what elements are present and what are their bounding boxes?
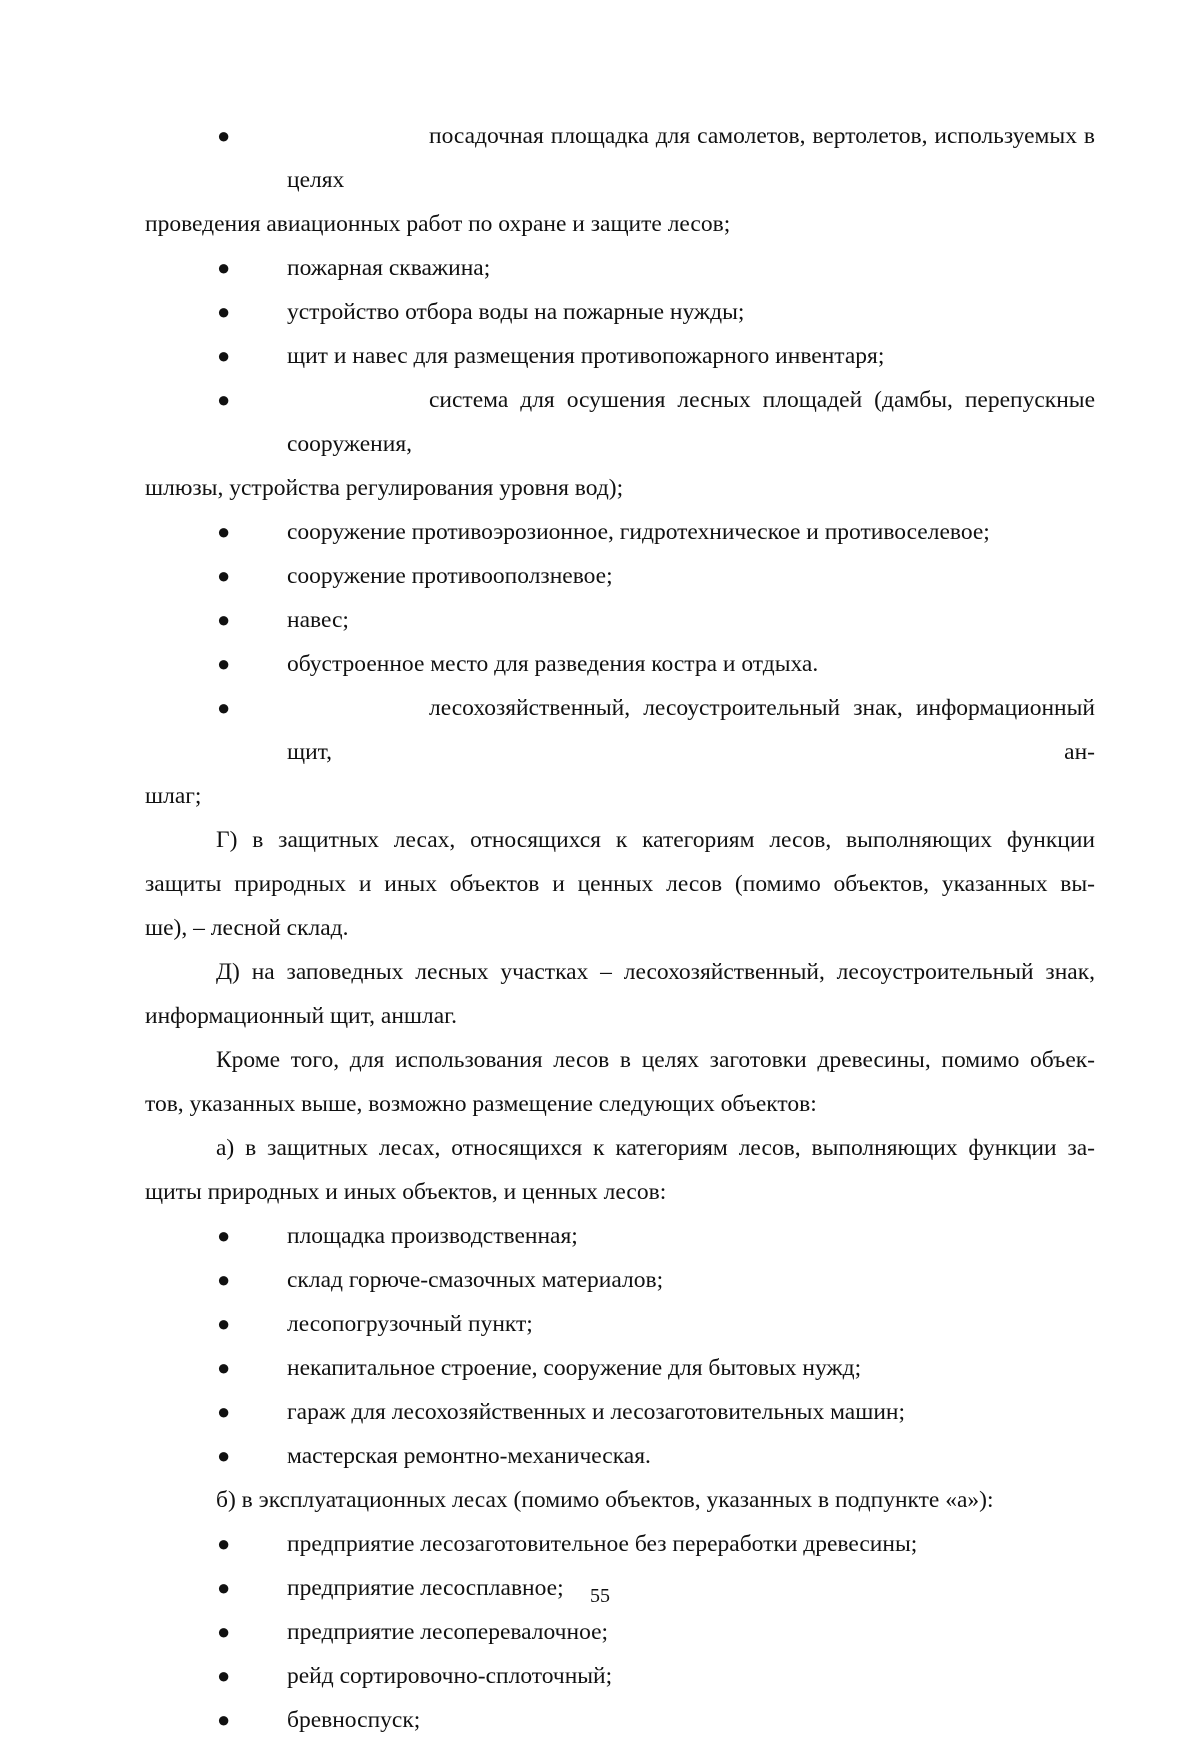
text-line: площадка производственная; [287,1223,578,1249]
bullet-item [145,1654,1095,1698]
text-line: проведения авиационных работ по охране и защите лесов; [145,211,731,237]
text-line: защиты природных и иных объектов и ценных лесов (помимо объектов, указанных вы- [145,871,1095,897]
text-line: информационный щит, аншлаг. [145,1003,458,1029]
bullet-text [145,1698,1095,1742]
text-line: рейд сортировочно-сплоточный; [287,1663,613,1689]
bullet-item [145,1214,1095,1258]
bullet-text [145,1214,1095,1258]
text-line: лесопогрузочный пункт; [287,1311,533,1337]
bullet-text [145,290,1095,334]
paragraph-text [145,1478,1095,1522]
text-line: предприятие лесоперевалочное; [287,1619,609,1645]
text-line: обустроенное место для разведения костра и отдыха. [287,651,819,677]
bullet-item [145,1258,1095,1302]
bullet-icon: ● [217,1707,231,1732]
paragraph [145,1038,1095,1126]
bullet-text [145,1434,1095,1478]
bullet-item [145,290,1095,334]
bullet-item [145,642,1095,686]
text-line: а) в защитных лесах, относящихся к категориям лесов, выполняющих функции за- [216,1135,1095,1161]
text-line: бревноспуск; [287,1707,421,1733]
bullet-text [145,1258,1095,1302]
bullet-icon: ● [217,519,231,544]
bullet-item [145,1434,1095,1478]
paragraph-text [145,1038,1095,1126]
bullet-icon: ● [217,1311,231,1336]
text-line: шлаг; [145,783,202,809]
text-line: б) в эксплуатационных лесах (помимо объектов, указанных в подпункте «а»): [216,1487,994,1513]
bullet-item [145,1302,1095,1346]
text-line: система для осушения лесных площадей (дамбы, перепускные сооружения, [287,387,1095,457]
bullet-text [145,598,1095,642]
bullet-icon: ● [217,1619,231,1644]
bullet-icon: ● [217,299,231,324]
text-line: Д) на заповедных лесных участках – лесохозяйственный, лесоустроительный знак, [216,959,1095,985]
text-line: гараж для лесохозяйственных и лесозаготовительных машин; [287,1399,906,1425]
text-line: шлюзы, устройства регулирования уровня вод); [145,475,624,501]
bullet-text [145,1302,1095,1346]
bullet-icon: ● [217,607,231,632]
paragraph [145,1478,1095,1522]
text-line: устройство отбора воды на пожарные нужды; [287,299,745,325]
text-line: ше), – лесной склад. [145,915,349,941]
bullet-icon: ● [217,1267,231,1292]
page-number: 55 [590,1585,610,1607]
bullet-icon: ● [217,1223,231,1248]
bullet-text [145,1390,1095,1434]
bullet-text [145,1654,1095,1698]
text-line: щиты природных и иных объектов, и ценных лесов: [145,1179,667,1205]
bullet-text [145,246,1095,290]
bullet-icon: ● [217,1355,231,1380]
text-line: навес; [287,607,349,633]
text-line: Кроме того, для использования лесов в целях заготовки древесины, помимо объек- [216,1047,1095,1073]
bullet-icon: ● [217,563,231,588]
bullet-icon: ● [217,387,231,412]
paragraph-text [145,950,1095,1038]
text-line: предприятие лесосплавное; [287,1575,564,1601]
bullet-item [145,1346,1095,1390]
bullet-icon: ● [217,1443,231,1468]
bullet-text [145,1522,1095,1566]
bullet-text [145,686,1095,818]
bullet-item [145,554,1095,598]
bullet-icon: ● [217,1531,231,1556]
text-line: склад горюче-смазочных материалов; [287,1267,664,1293]
bullet-text [145,1346,1095,1390]
paragraph-text [145,818,1095,950]
bullet-icon: ● [217,1575,231,1600]
bullet-text [145,378,1095,510]
text-line: предприятие лесозаготовительное без переработки древесины; [287,1531,918,1557]
page-body [145,114,1095,1742]
text-line: посадочная площадка для самолетов, вертолетов, используемых в целях [287,123,1095,193]
bullet-item [145,1610,1095,1654]
bullet-icon: ● [217,255,231,280]
bullet-item [145,686,1095,818]
text-line: пожарная скважина; [287,255,491,281]
bullet-text [145,1610,1095,1654]
text-line: сооружение противоэрозионное, гидротехническое и противоселевое; [287,519,990,545]
bullet-text [145,510,1095,554]
text-line: щит и навес для размещения противопожарного инвентаря; [287,343,885,369]
paragraph [145,1126,1095,1214]
bullet-icon: ● [217,1663,231,1688]
bullet-item [145,378,1095,510]
bullet-text [145,114,1095,246]
bullet-icon: ● [217,343,231,368]
bullet-icon: ● [217,123,231,148]
text-line: тов, указанных выше, возможно размещение следующих объектов: [145,1091,817,1117]
bullet-text [145,642,1095,686]
bullet-item [145,510,1095,554]
text-line: сооружение противооползневое; [287,563,613,589]
bullet-item [145,598,1095,642]
bullet-item [145,114,1095,246]
bullet-icon: ● [217,1399,231,1424]
bullet-item [145,1522,1095,1566]
bullet-icon: ● [217,651,231,676]
bullet-item [145,1698,1095,1742]
bullet-text [145,554,1095,598]
text-line: мастерская ремонтно-механическая. [287,1443,651,1469]
bullet-text [145,334,1095,378]
text-line: некапитальное строение, сооружение для бытовых нужд; [287,1355,862,1381]
bullet-item [145,246,1095,290]
paragraph-text [145,1126,1095,1214]
bullet-item [145,334,1095,378]
bullet-item [145,1390,1095,1434]
bullet-icon: ● [217,695,231,720]
paragraph [145,950,1095,1038]
text-line: лесохозяйственный, лесоустроительный знак, информационный щит, ан- [287,695,1095,765]
paragraph [145,818,1095,950]
text-line: Г) в защитных лесах, относящихся к категориям лесов, выполняющих функции [216,827,1095,853]
